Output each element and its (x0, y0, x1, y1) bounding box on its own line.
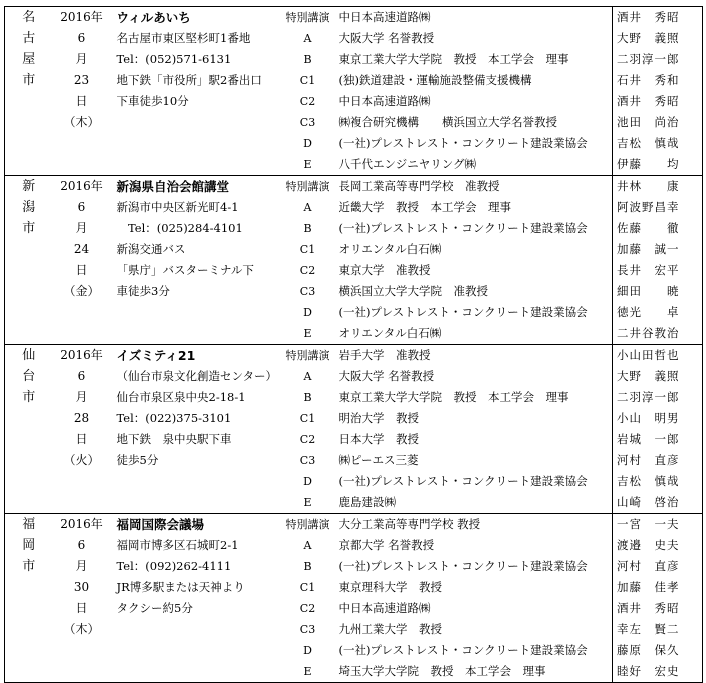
venue-info-line: 車徒歩3分 (116, 284, 170, 298)
speaker-names-line: 二羽淳一郎 (617, 52, 680, 66)
venue-info-line: 名古屋市東区堅杉町1番地 (116, 31, 251, 45)
city-name-cell (5, 345, 53, 514)
speaker-names-line: 藤原 保久 (617, 643, 680, 657)
speaker-affiliations-line: 東京大学 准教授 (338, 263, 431, 277)
speaker-names-line: 睦好 宏史 (617, 664, 680, 678)
speaker-names-line: 吉松 慎哉 (617, 474, 680, 488)
date-block-line: 月 (75, 390, 88, 404)
speaker-affiliations-line: 中日本高速道路㈱ (338, 601, 431, 615)
speaker-affiliations-cell (335, 345, 613, 514)
session-labels-line: 特別講演 (285, 349, 330, 362)
speaker-names-line: 二羽淳一郎 (617, 390, 680, 404)
session-labels-line: C3 (299, 454, 316, 467)
speaker-affiliations-line: 中日本高速道路㈱ (338, 10, 431, 24)
speaker-names-line: 石井 秀和 (617, 73, 680, 87)
speaker-names-line: 阿波野昌幸 (617, 200, 680, 214)
session-labels (281, 7, 335, 175)
session-labels-line: D (303, 137, 312, 150)
venue-section-row (5, 7, 703, 176)
date-block-line: （金） (63, 284, 100, 298)
speaker-affiliations-cell (335, 514, 613, 683)
venue-info-line: （仙台市泉文化創造センター） (116, 369, 278, 383)
date-block-line: 2016年 (60, 179, 103, 193)
venue-info-cell (111, 345, 281, 514)
venue-info (111, 514, 281, 619)
date-block-line: 30 (73, 580, 90, 594)
date-block-line: 日 (75, 432, 88, 446)
speaker-names-line: 加藤 誠一 (617, 242, 680, 256)
venue-info-line: タクシー約5分 (116, 601, 193, 615)
city-name-line: 市 (22, 221, 36, 236)
venue-info-line: JR博多駅または天神より (116, 580, 245, 594)
venue-name: イズミティ21 (116, 348, 196, 363)
session-labels (281, 345, 335, 513)
speaker-names-line: 岩城 一郎 (617, 432, 680, 446)
speaker-affiliations-line: (一社)プレストレスト・コンクリート建設業協会 (338, 136, 588, 150)
speaker-names-line: 河村 直彦 (617, 559, 680, 573)
date-block-line: 2016年 (60, 517, 103, 531)
city-name-line: 市 (22, 559, 36, 574)
city-name-line: 仙 (22, 348, 36, 363)
venue-info (111, 176, 281, 302)
speaker-names-line: 山崎 啓治 (617, 495, 680, 509)
session-labels-line: C1 (299, 581, 316, 594)
speaker-names-cell (613, 7, 703, 176)
speaker-affiliations-line: オリエンタル白石㈱ (338, 326, 442, 340)
venue-info-cell (111, 7, 281, 176)
city-name-cell (5, 514, 53, 683)
session-labels-line: A (303, 539, 312, 552)
speaker-affiliations-line: 岩手大学 准教授 (338, 348, 431, 362)
session-labels-line: D (303, 644, 312, 657)
speaker-affiliations-line: 中日本高速道路㈱ (338, 94, 431, 108)
speaker-affiliations-line: 大分工業高等専門学校 教授 (338, 517, 481, 531)
speaker-affiliations-line: 近畿大学 教授 本工学会 理事 (338, 200, 511, 214)
speaker-affiliations-line: 埼玉大学大学院 教授 本工学会 理事 (338, 664, 546, 678)
speaker-affiliations-line: 東京理科大学 教授 (338, 580, 442, 594)
session-labels-line: C3 (299, 623, 316, 636)
venue-section-row (5, 345, 703, 514)
venue-info (111, 345, 281, 471)
session-labels-line: E (303, 665, 312, 678)
date-block-cell (53, 345, 111, 514)
date-block-line: 月 (75, 559, 88, 573)
session-labels-line: C2 (299, 433, 316, 446)
city-name-line: 屋 (22, 52, 36, 67)
city-name (5, 176, 53, 239)
speaker-names-cell (613, 514, 703, 683)
speaker-names-line: 渡邉 史夫 (617, 538, 680, 552)
date-block-line: 2016年 (60, 10, 103, 24)
speaker-names-cell (613, 345, 703, 514)
speaker-affiliations-line: 大阪大学 名誉教授 (338, 369, 435, 383)
date-block (53, 345, 111, 471)
speaker-affiliations (335, 7, 613, 175)
speaker-names-line: 酒井 秀昭 (617, 10, 680, 24)
session-labels-line: C2 (299, 264, 316, 277)
venue-info-line: 福岡市博多区石城町2-1 (116, 538, 239, 552)
venue-info-line: Tel：(022)375-3101 (116, 411, 232, 425)
city-name-line: 台 (22, 369, 36, 384)
speaker-affiliations-line: (一社)プレストレスト・コンクリート建設業協会 (338, 474, 588, 488)
session-labels-line: E (303, 158, 312, 171)
speaker-names-line: 小山田哲也 (617, 348, 680, 362)
speaker-names-line: 吉松 慎哉 (617, 136, 680, 150)
date-block-line: 日 (75, 263, 88, 277)
speaker-affiliations-line: 八千代エンジニヤリング㈱ (338, 157, 476, 171)
venue-info-line: 地下鉄 泉中央駅下車 (116, 432, 232, 446)
speaker-affiliations-line: ㈱ピーエス三菱 (338, 453, 419, 467)
speaker-affiliations-line: (一社)プレストレスト・コンクリート建設業協会 (338, 559, 588, 573)
speaker-affiliations-line: 鹿島建設㈱ (338, 495, 396, 509)
date-block-cell (53, 7, 111, 176)
date-block-line: 2016年 (60, 348, 103, 362)
session-labels-line: A (303, 201, 312, 214)
session-labels-line: B (303, 53, 312, 66)
date-block-line: 日 (75, 94, 88, 108)
venue-info-cell (111, 176, 281, 345)
session-labels (281, 514, 335, 682)
session-labels-line: 特別講演 (285, 518, 330, 531)
session-labels-line: E (303, 327, 312, 340)
speaker-names-line: 池田 尚治 (617, 115, 680, 129)
date-block-line: 月 (75, 52, 88, 66)
session-labels-line: A (303, 370, 312, 383)
date-block-line: （木） (63, 115, 100, 129)
city-name (5, 7, 53, 91)
speaker-affiliations-line: (一社)プレストレスト・コンクリート建設業協会 (338, 221, 588, 235)
session-labels-line: C1 (299, 412, 316, 425)
venue-info-line: Tel：(025)284-4101 (116, 221, 243, 235)
venue-info-line: 新潟交通バス (116, 242, 186, 256)
speaker-affiliations-line: 東京工業大学大学院 教授 本工学会 理事 (338, 390, 569, 404)
speaker-names-line: 小山 明男 (617, 411, 680, 425)
city-name (5, 514, 53, 577)
venue-info-line: 地下鉄「市役所」駅2番出口 (116, 73, 262, 87)
session-labels-line: C3 (299, 116, 316, 129)
session-labels-line: C2 (299, 602, 316, 615)
speaker-affiliations (335, 345, 613, 513)
venue-info-line: Tel：(052)571-6131 (116, 52, 232, 66)
speaker-names-line: 佐藤 徹 (617, 221, 680, 235)
date-block-line: 日 (75, 601, 88, 615)
date-block-line: 6 (77, 369, 86, 383)
session-labels-line: D (303, 306, 312, 319)
venue-info-line: 下車徒歩10分 (116, 94, 189, 108)
speaker-names-line: 加藤 佳孝 (617, 580, 680, 594)
speaker-names-cell (613, 176, 703, 345)
session-labels-line: C2 (299, 95, 316, 108)
city-name-line: 市 (22, 390, 36, 405)
venue-name: 福岡国際会議場 (116, 517, 205, 532)
speaker-names-line: 酒井 秀昭 (617, 601, 680, 615)
date-block-cell (53, 176, 111, 345)
date-block-line: （木） (63, 622, 100, 636)
session-labels-cell (281, 345, 335, 514)
speaker-names-line: 大野 義照 (617, 369, 680, 383)
city-name-line: 福 (22, 517, 36, 532)
session-labels-line: A (303, 32, 312, 45)
speaker-affiliations-line: 九州工業大学 教授 (338, 622, 442, 636)
date-block-line: 24 (73, 242, 90, 256)
speaker-names-line: 幸左 賢二 (617, 622, 680, 636)
session-labels (281, 176, 335, 344)
date-block-cell (53, 514, 111, 683)
schedule-table (4, 6, 703, 683)
speaker-affiliations-line: 横浜国立大学大学院 准教授 (338, 284, 488, 298)
speaker-affiliations-line: 明治大学 教授 (338, 411, 419, 425)
session-labels-line: C3 (299, 285, 316, 298)
speaker-names (613, 7, 702, 175)
speaker-affiliations-line: 日本大学 教授 (338, 432, 419, 446)
speaker-names (613, 345, 702, 513)
session-labels-line: C1 (299, 243, 316, 256)
speaker-names-line: 長井 宏平 (617, 263, 680, 277)
city-name-line: 古 (22, 31, 36, 46)
speaker-names-line: 徳光 卓 (617, 305, 680, 319)
venue-info-line: 新潟市中央区新光町4-1 (116, 200, 239, 214)
speaker-names (613, 514, 702, 682)
city-name-cell (5, 176, 53, 345)
speaker-names-line: 井林 康 (617, 179, 680, 193)
city-name-line: 新 (22, 179, 36, 194)
session-labels-cell (281, 7, 335, 176)
session-labels-cell (281, 514, 335, 683)
speaker-affiliations-line: 大阪大学 名誉教授 (338, 31, 435, 45)
date-block-line: （火） (63, 453, 100, 467)
date-block-line: 23 (73, 73, 90, 87)
speaker-affiliations-line: 長岡工業高等専門学校 准教授 (338, 179, 500, 193)
speaker-affiliations-line: 京都大学 名誉教授 (338, 538, 435, 552)
speaker-names-line: 河村 直彦 (617, 453, 680, 467)
date-block (53, 514, 111, 640)
speaker-affiliations-line: (一社)プレストレスト・コンクリート建設業協会 (338, 305, 588, 319)
speaker-affiliations-line: (一社)プレストレスト・コンクリート建設業協会 (338, 643, 588, 657)
speaker-affiliations-line: オリエンタル白石㈱ (338, 242, 442, 256)
speaker-affiliations (335, 176, 613, 344)
session-labels-line: B (303, 560, 312, 573)
date-block-line: 月 (75, 221, 88, 235)
venue-info-line: 「県庁」バスターミナル下 (116, 263, 254, 277)
speaker-names (613, 176, 702, 344)
date-block-line: 6 (77, 538, 86, 552)
city-name-cell (5, 7, 53, 176)
session-labels-line: 特別講演 (285, 180, 330, 193)
speaker-affiliations-line: (独)鉄道建設・運輸施設整備支援機構 (338, 73, 532, 87)
venue-section-row (5, 176, 703, 345)
venue-name: 新潟県自治会館講堂 (116, 179, 230, 194)
venue-info-cell (111, 514, 281, 683)
date-block (53, 7, 111, 133)
session-labels-cell (281, 176, 335, 345)
date-block-line: 6 (77, 200, 86, 214)
speaker-affiliations-line: 東京工業大学大学院 教授 本工学会 理事 (338, 52, 569, 66)
speaker-names-line: 細田 暁 (617, 284, 680, 298)
venue-name: ウィルあいち (116, 10, 191, 25)
speaker-names-line: 二井谷教治 (617, 326, 680, 340)
session-labels-line: D (303, 475, 312, 488)
schedule-body (5, 7, 703, 683)
venue-info-line: 仙台市泉区泉中央2-18-1 (116, 390, 246, 404)
city-name-line: 名 (22, 10, 36, 25)
session-labels-line: 特別講演 (285, 11, 330, 24)
speaker-affiliations (335, 514, 613, 682)
venue-info-line: 徒歩5分 (116, 453, 159, 467)
venue-section-row (5, 514, 703, 683)
date-block-line: 28 (73, 411, 90, 425)
session-labels-line: B (303, 391, 312, 404)
session-labels-line: B (303, 222, 312, 235)
session-labels-line: E (303, 496, 312, 509)
date-block (53, 176, 111, 302)
city-name-line: 市 (22, 73, 36, 88)
venue-info-line: Tel：(092)262-4111 (116, 559, 232, 573)
speaker-affiliations-cell (335, 7, 613, 176)
session-labels-line: C1 (299, 74, 316, 87)
speaker-names-line: 酒井 秀昭 (617, 94, 680, 108)
speaker-names-line: 一宮 一夫 (617, 517, 680, 531)
date-block-line: 6 (77, 31, 86, 45)
city-name (5, 345, 53, 408)
venue-info (111, 7, 281, 112)
speaker-affiliations-cell (335, 176, 613, 345)
city-name-line: 潟 (22, 200, 36, 215)
speaker-affiliations-line: ㈱複合研究機構 横浜国立大学名誉教授 (338, 115, 557, 129)
speaker-names-line: 大野 義照 (617, 31, 680, 45)
city-name-line: 岡 (22, 538, 36, 553)
speaker-names-line: 伊藤 均 (617, 157, 680, 171)
